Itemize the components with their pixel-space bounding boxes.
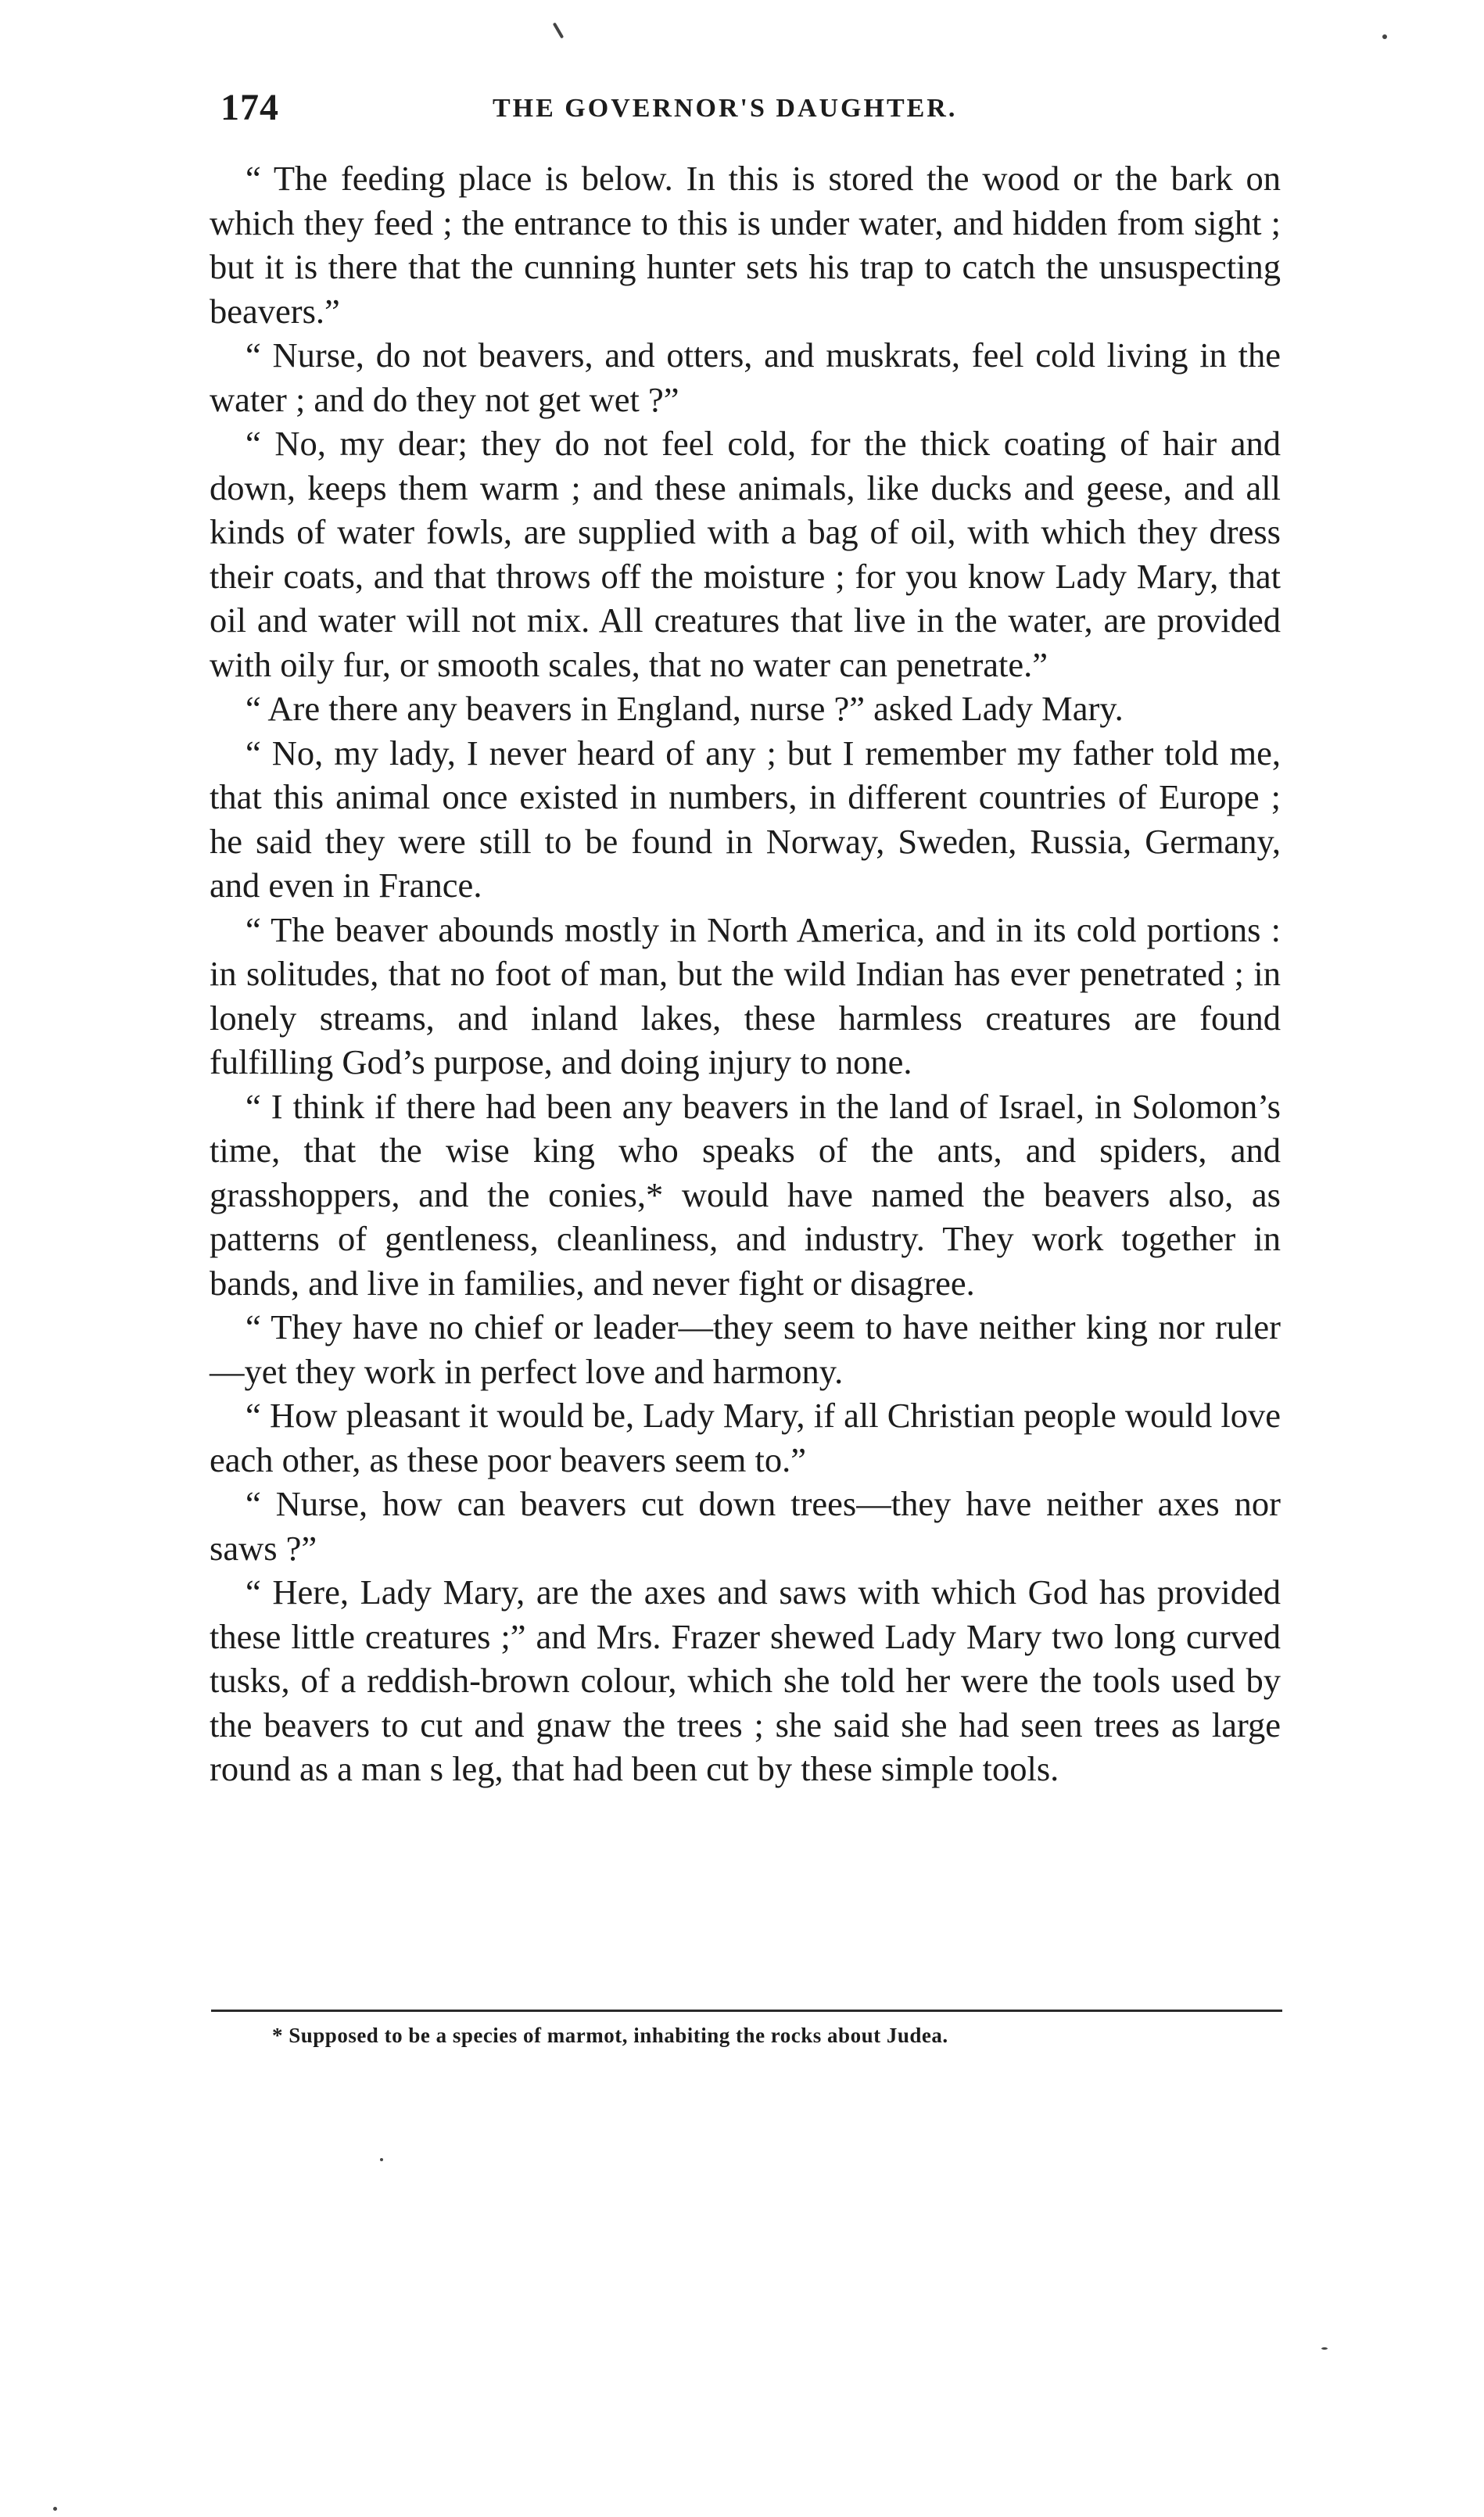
scan-speck — [1382, 34, 1387, 39]
paragraph: “ Are there any beavers in England, nurse ?” asked Lady Mary. — [246, 689, 1124, 728]
paragraph: “ They have no chief or leader—they seem to have neither king nor ruler—yet they work in perfect love and harmony. — [210, 1307, 1281, 1391]
scan-speck — [53, 2507, 57, 2511]
page-number: 174 — [220, 87, 279, 128]
scan-speck — [380, 2158, 383, 2161]
paragraph: “ Nurse, do not beavers, and otters, and muskrats, feel cold living in the water ; and do they not get wet ?” — [210, 335, 1281, 419]
paragraph: “ Nurse, how can beavers cut down trees—they have neither axes nor saws ?” — [210, 1484, 1281, 1568]
paragraph: “ The feeding place is below. In this is stored the wood or the bark on which they feed ; the entrance to this is under water, and hidden from sight ; but it is there that the cunning hunter sets his trap to catch the unsuspecting beavers.” — [210, 159, 1281, 331]
paragraph: “ The beaver abounds mostly in North America, and in its cold portions : in solitudes, that no foot of man, but the wild Indian has ever penetrated ; in lonely streams, and inland lakes, these harmless creatures are found fulfilling God’s purpose, and doing injury to none. — [210, 909, 1281, 1081]
running-head: THE GOVERNOR'S DAUGHTER. — [493, 94, 958, 123]
paragraph: “ I think if there had been any beavers in the land of Israel, in Solomon’s time, that the wise king who speaks of the ants, and spiders, and grasshoppers, and the conies,* would have named the beavers also, as patterns of gentleness, cleanliness, and industry. They work together in bands, and live in families, and never fight or disagree. — [210, 1086, 1281, 1303]
footnote: * Supposed to be a species of marmot, inhabiting the rocks about Judea. — [272, 2024, 948, 2047]
scan-speck — [553, 22, 564, 38]
paragraph: “ Here, Lady Mary, are the axes and saws with which God has provided these little creatures ;” and Mrs. Frazer shewed Lady Mary two long curved tusks, of a reddish-brown colour, which she told her were the tools used by the beavers to cut and gnaw the trees ; she said she had seen trees as large round as a man s leg, that had been cut by these simple tools. — [210, 1572, 1281, 1788]
page-header — [211, 86, 1298, 141]
footnote-rule — [211, 2010, 1282, 2012]
paragraph: “ No, my lady, I never heard of any ; but I remember my father told me, that this animal once existed in numbers, in different countries of Europe ; he said they were still to be found in Norway, Sweden, Russia, Germany, and even in France. — [210, 733, 1281, 905]
scan-speck — [1321, 2347, 1328, 2350]
paragraph: “ How pleasant it would be, Lady Mary, if all Christian people would love each other, as these poor beavers seem to.” — [210, 1396, 1281, 1479]
paragraph: “ No, my dear; they do not feel cold, for the thick coating of hair and down, keeps them warm ; and these animals, like ducks and geese, and all kinds of water fowls, are supplied with a bag of oil, with which they dress their coats, and that throws off the moisture ; for you know Lady Mary, that oil and water will not mix. All creatures that live in the water, are provided with oily fur, or smooth scales, that no water can penetrate.” — [210, 424, 1281, 684]
body-text — [210, 156, 1281, 1791]
